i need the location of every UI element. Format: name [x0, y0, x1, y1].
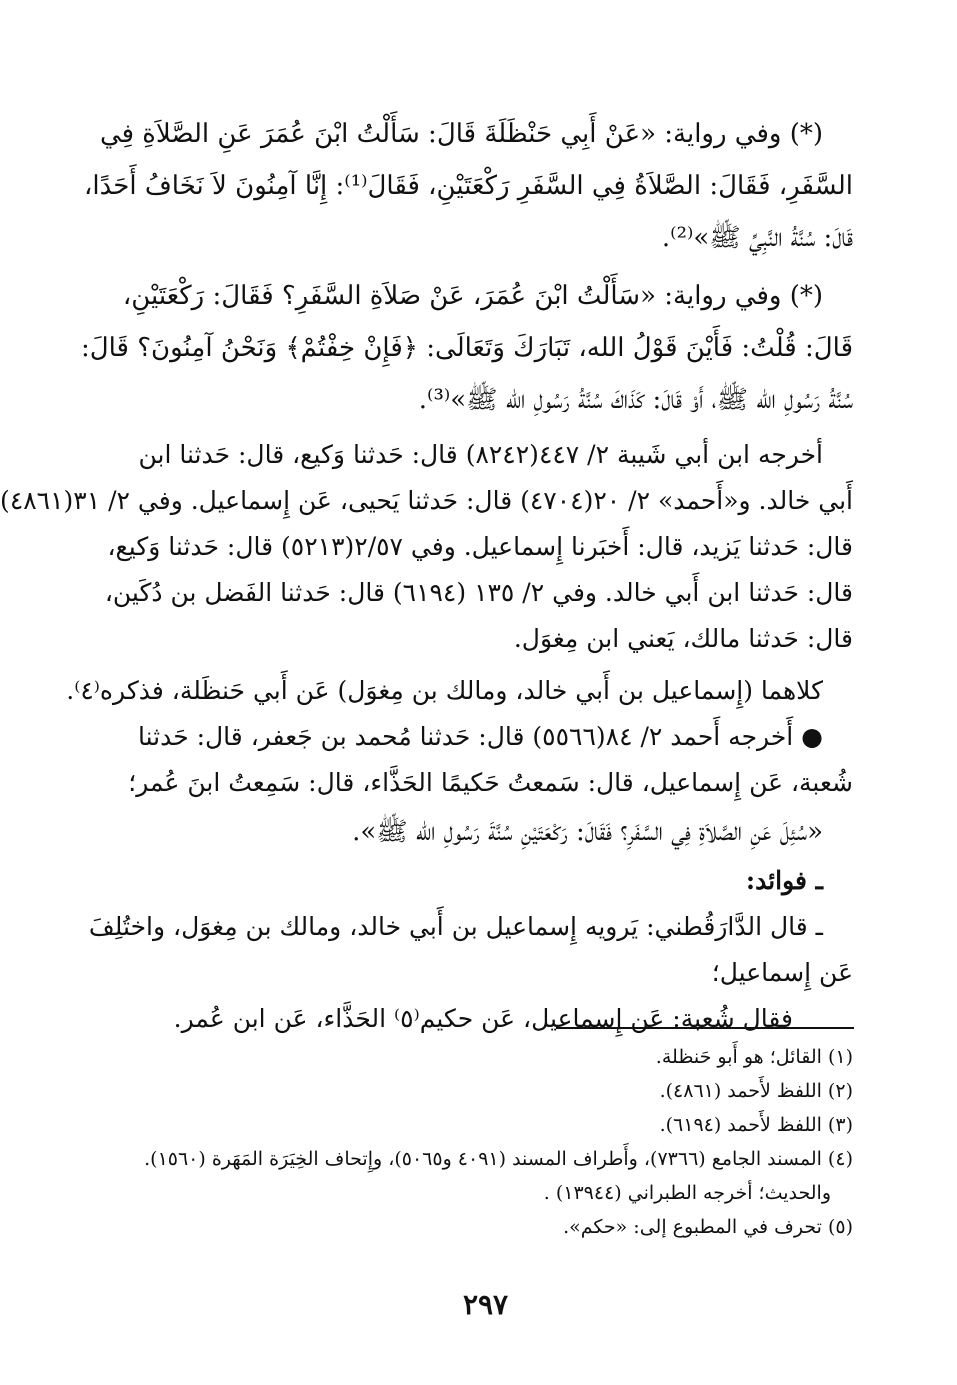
text-line: أَبي خالد. و«أَحمد» ٢/ ٢٠(٤٧٠٤) قال: حَدثنا يَحيى، عَن إِسماعيل. وفي ٢/ ٣١(٤٨٦١) — [0, 486, 853, 515]
footnote-line: (١) القائل؛ هو أَبو حَنظلة. — [655, 1046, 853, 1068]
text-line: قال: حَدثنا مالك، يَعني ابن مِغوَل. — [513, 624, 853, 653]
text-line: قَالَ: قُلْتُ: فَأَيْنَ قَوْلُ الله، تَبَارَكَ وَتَعَالَى: ﴿فَإِنْ خِفْتُمْ﴾ وَنَحْنُ آمِنُونَ؟ قَالَ: — [80, 333, 853, 363]
text-line: ● أَخرجه أَحمد ٢/ ٨٤(٥٥٦٦) قال: حَدثنا مُحمد بن جَعفر، قال: حَدثنا — [137, 722, 823, 751]
text-line: السَّفَرِ، فَقَالَ: الصَّلاَةُ فِي السَّفَرِ رَكْعَتَيْنِ، فَقَالَ⁽¹⁾: إِنَّا آمِنُونَ لاَ نَخَافُ أَحَدًا، — [84, 171, 853, 201]
footnote-line: (٣) اللفظ لأَحمد (٦١٩٤). — [659, 1114, 853, 1136]
text-line: عَن إِسماعيل؛ — [711, 958, 853, 987]
text-line: قال: حَدثنا ابن أَبي خالد. وفي ٢/ ١٣٥ (٦١٩٤) قال: حَدثنا الفَضل بن دُكَين، — [104, 578, 853, 607]
main-text — [0, 108, 853, 1042]
footnote-line: (٢) اللفظ لأَحمد (٤٨٦١). — [659, 1080, 853, 1102]
text-line: (*) وفي رواية: «عَنْ أَبِي حَنْظَلَةَ قَالَ: سَأَلْتُ ابْنَ عُمَرَ عَنِ الصَّلاَةِ فِي — [99, 119, 823, 149]
text-line: شُعبة، عَن إِسماعيل، قال: سَمعتُ حَكيمًا الحَذَّاء، قال: سَمِعتُ ابنَ عُمر؛ — [128, 768, 853, 797]
text-line: أخرجه ابن أبي شَيبة ٢/ ٤٤٧(٨٢٤٢) قال: حَدثنا وَكيع، قال: حَدثنا ابن — [138, 440, 823, 469]
text-line: «سُئِلَ عَنِ الصَّلاَةِ فِي السَّفَرِ؟ فَقَالَ: رَكْعَتَيْنِ سُنَّةَ رَسُولِ الله ﷺ». — [352, 817, 823, 847]
text-line: (*) وفي رواية: «سَأَلْتُ ابْنَ عُمَرَ، عَنْ صَلاَةِ السَّفَرِ؟ فَقَالَ: رَكْعَتَيْنِ، — [122, 281, 823, 311]
footnotes — [118, 1040, 853, 1244]
footnote-divider — [556, 1027, 854, 1029]
text-line: ـ قال الدَّارَقُطني: يَرويه إِسماعيل بن أَبي خالد، ومالك بن مِغوَل، واختُلِفَ — [88, 912, 823, 941]
text-line: قال: حَدثنا يَزيد، قال: أَخبَرنا إِسماعيل. وفي ٢/٥٧(٥٢١٣) قال: حَدثنا وَكيع، — [107, 532, 853, 561]
text-line: ـ فوائد: — [745, 866, 823, 895]
text-line: فقال شُعبة: عَن إِسماعيل، عَن حكيم⁽٥⁾ الحَذَّاء، عَن ابن عُمر. — [173, 1004, 793, 1033]
footnote-line: (٥) تحرف في المطبوع إلى: «حكم». — [563, 1216, 853, 1238]
text-line: سُنَّةُ رَسُولِ الله ﷺ، أَوْ قَالَ: كَذَاكَ سُنَّةُ رَسُولِ الله ﷺ»⁽³⁾. — [418, 385, 853, 415]
footnote-line: (٤) المسند الجامع (٧٣٦٦)، وأَطراف المسند (٤٠٩١ و٥٠٦٥)، وإِتحاف الخِيَرَة المَهَرة (١٥٦٠). — [144, 1148, 853, 1170]
footnote-line: والحديث؛ أخرجه الطبراني (١٣٩٤٤) . — [543, 1182, 831, 1204]
page-number: ٢٩٧ — [462, 1288, 509, 1321]
text-line: قَالَ: سُنَّةُ النَّبِيِّ ﷺ»⁽²⁾. — [661, 223, 853, 253]
text-line: كلاهما (إِسماعيل بن أَبي خالد، ومالك بن مِغوَل) عَن أَبي حَنظَلة، فذكره⁽٤⁾. — [66, 676, 823, 705]
